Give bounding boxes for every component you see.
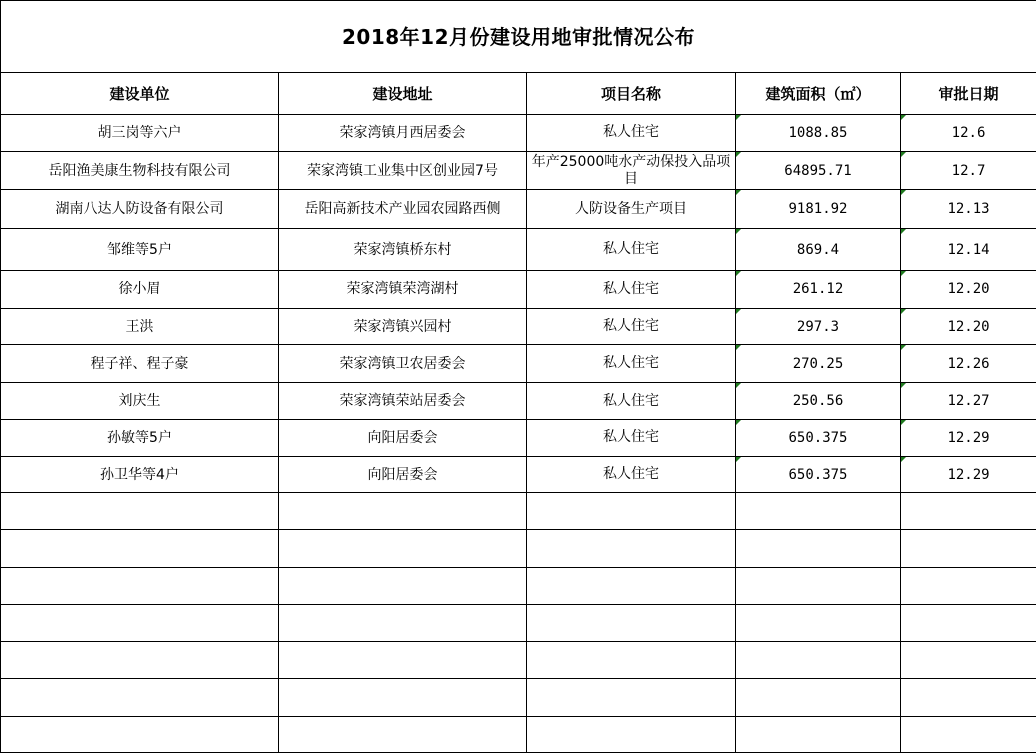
cell-project[interactable] [527,190,736,229]
empty-cell[interactable] [279,604,527,641]
cell-text: 私人住宅 [603,392,659,409]
cell-project[interactable] [527,151,736,189]
cell-date[interactable] [901,456,1036,492]
empty-row [1,679,1036,716]
number-as-text-indicator-icon [901,229,906,234]
number-as-text-indicator-icon [901,115,906,120]
cell-text: 64895.71 [784,162,852,179]
empty-row [1,530,1036,567]
cell-text: 12.13 [947,201,990,218]
header-project[interactable]: 项目名称 [527,73,736,114]
cell-project[interactable] [527,270,736,308]
cell-text: 湖南八达人防设备有限公司 [55,201,224,218]
cell-area[interactable] [736,308,901,344]
cell-area[interactable] [736,151,901,189]
empty-cell[interactable] [901,567,1036,604]
number-as-text-indicator-icon [736,152,741,157]
cell-area[interactable] [736,270,901,308]
number-as-text-indicator-icon [901,457,906,462]
header-address[interactable]: 建设地址 [279,73,527,114]
cell-text: 年产25000吨水产动保投入品项目 [531,153,731,187]
empty-cell[interactable] [736,493,901,530]
empty-cell[interactable] [901,604,1036,641]
empty-cell[interactable] [527,679,736,716]
empty-cell[interactable] [527,716,736,752]
cell-text: 869.4 [796,241,840,258]
cell-text: 私人住宅 [603,280,659,297]
cell-text: 程子祥、程子豪 [90,355,189,372]
empty-cell[interactable] [1,679,279,716]
cell-text: 12.6 [951,124,986,141]
empty-cell[interactable] [527,530,736,567]
empty-cell[interactable] [1,567,279,604]
table-row [1,345,1036,383]
number-as-text-indicator-icon [736,383,741,388]
cell-date[interactable] [901,151,1036,189]
cell-text: 250.56 [792,393,844,410]
number-as-text-indicator-icon [901,383,906,388]
cell-text: 岳阳渔美康生物科技有限公司 [48,162,231,179]
empty-cell[interactable] [279,716,527,752]
empty-row [1,493,1036,530]
cell-text: 12.29 [947,429,990,446]
table-row [1,151,1036,189]
empty-cell[interactable] [279,567,527,604]
cell-text: 12.20 [947,318,990,335]
header-row [1,73,1036,114]
cell-text: 1088.85 [788,124,848,141]
cell-text: 荣家湾镇荣站居委会 [339,393,466,410]
cell-text: 私人住宅 [603,318,659,335]
cell-text: 270.25 [792,355,844,372]
cell-date[interactable] [901,229,1036,270]
cell-area[interactable] [736,419,901,456]
number-as-text-indicator-icon [901,345,906,350]
table-row [1,419,1036,456]
cell-project[interactable] [527,308,736,344]
cell-address[interactable] [279,151,527,189]
title-row [1,1,1036,73]
cell-project[interactable] [527,345,736,383]
cell-text: 私人住宅 [603,355,659,372]
sheet-title[interactable]: 2018年12月份建设用地审批情况公布 [1,1,1036,73]
cell-text: 私人住宅 [603,429,659,446]
cell-address[interactable] [279,190,527,229]
empty-cell[interactable] [527,604,736,641]
cell-date[interactable] [901,190,1036,229]
cell-project[interactable] [527,456,736,492]
cell-unit[interactable] [1,114,279,151]
cell-text: 650.375 [788,429,848,446]
empty-cell[interactable] [736,530,901,567]
cell-address[interactable] [279,308,527,344]
table-row [1,383,1036,419]
empty-cell[interactable] [1,530,279,567]
cell-address[interactable] [279,456,527,492]
number-as-text-indicator-icon [901,190,906,195]
cell-text: 261.12 [792,281,844,298]
empty-cell[interactable] [279,493,527,530]
number-as-text-indicator-icon [901,152,906,157]
cell-unit[interactable] [1,345,279,383]
cell-project[interactable] [527,419,736,456]
cell-text: 荣家湾镇兴园村 [353,318,452,335]
cell-date[interactable] [901,270,1036,308]
cell-address[interactable] [279,419,527,456]
cell-text: 12.20 [947,281,990,298]
cell-unit[interactable] [1,308,279,344]
cell-area[interactable] [736,383,901,419]
number-as-text-indicator-icon [736,190,741,195]
cell-address[interactable] [279,270,527,308]
table-row [1,456,1036,492]
cell-address[interactable] [279,229,527,270]
number-as-text-indicator-icon [901,309,906,314]
empty-cell[interactable] [1,642,279,679]
cell-text: 12.27 [947,393,990,410]
empty-cell[interactable] [279,679,527,716]
empty-cell[interactable] [736,642,901,679]
cell-area[interactable] [736,190,901,229]
number-as-text-indicator-icon [901,271,906,276]
empty-cell[interactable] [279,530,527,567]
cell-unit[interactable] [1,383,279,419]
cell-text: 徐小眉 [118,281,161,298]
cell-project[interactable] [527,114,736,151]
table-row [1,190,1036,229]
empty-cell[interactable] [1,604,279,641]
cell-area[interactable] [736,345,901,383]
number-as-text-indicator-icon [736,115,741,120]
empty-cell[interactable] [901,716,1036,752]
cell-text: 650.375 [788,466,848,483]
cell-text: 胡三岗等六户 [97,124,182,141]
empty-cell[interactable] [736,679,901,716]
cell-area[interactable] [736,229,901,270]
cell-project[interactable] [527,383,736,419]
cell-text: 297.3 [796,318,840,335]
cell-date[interactable] [901,114,1036,151]
cell-address[interactable] [279,114,527,151]
cell-text: 荣家湾镇荣湾湖村 [346,281,459,298]
table-row [1,229,1036,270]
number-as-text-indicator-icon [901,420,906,425]
number-as-text-indicator-icon [736,229,741,234]
cell-unit[interactable] [1,419,279,456]
number-as-text-indicator-icon [736,457,741,462]
cell-unit[interactable] [1,456,279,492]
cell-text: 荣家湾镇卫农居委会 [339,355,466,372]
empty-row [1,567,1036,604]
header-area[interactable]: 建筑面积（㎡） [736,73,901,114]
empty-row [1,642,1036,679]
cell-text: 私人住宅 [603,241,659,258]
cell-text: 9181.92 [788,201,848,218]
cell-text: 刘庆生 [118,393,161,410]
cell-text: 向阳居委会 [367,429,438,446]
empty-cell[interactable] [736,567,901,604]
cell-date[interactable] [901,419,1036,456]
number-as-text-indicator-icon [736,271,741,276]
cell-area[interactable] [736,456,901,492]
header-date[interactable]: 审批日期 [901,73,1036,114]
cell-text: 荣家湾镇工业集中区创业园7号 [307,162,498,179]
empty-row [1,604,1036,641]
cell-address[interactable] [279,383,527,419]
cell-text: 私人住宅 [603,124,659,141]
empty-cell[interactable] [736,716,901,752]
cell-text: 邹维等5户 [107,241,172,258]
cell-address[interactable] [279,345,527,383]
cell-date[interactable] [901,383,1036,419]
empty-cell[interactable] [901,642,1036,679]
cell-text: 向阳居委会 [367,466,438,483]
empty-cell[interactable] [1,493,279,530]
cell-text: 岳阳高新技术产业园农园路西侧 [304,201,501,218]
cell-text: 私人住宅 [603,466,659,483]
cell-text: 荣家湾镇月西居委会 [339,124,466,141]
cell-unit[interactable] [1,151,279,189]
cell-date[interactable] [901,345,1036,383]
number-as-text-indicator-icon [736,345,741,350]
table-row [1,308,1036,344]
cell-date[interactable] [901,308,1036,344]
cell-area[interactable] [736,114,901,151]
number-as-text-indicator-icon [736,420,741,425]
empty-row [1,716,1036,752]
cell-text: 王洪 [125,318,154,335]
cell-text: 孙敏等5户 [107,429,172,446]
cell-unit[interactable] [1,190,279,229]
empty-cell[interactable] [901,530,1036,567]
empty-cell[interactable] [527,493,736,530]
empty-cell[interactable] [736,604,901,641]
cell-text: 12.29 [947,466,990,483]
cell-text: 12.26 [947,355,990,372]
empty-cell[interactable] [527,567,736,604]
cell-text: 12.14 [947,241,990,258]
cell-unit[interactable] [1,229,279,270]
empty-cell[interactable] [1,716,279,752]
empty-cell[interactable] [901,493,1036,530]
table-row [1,270,1036,308]
number-as-text-indicator-icon [736,309,741,314]
cell-project[interactable] [527,229,736,270]
header-unit[interactable]: 建设单位 [1,73,279,114]
empty-cell[interactable] [527,642,736,679]
empty-cell[interactable] [279,642,527,679]
cell-unit[interactable] [1,270,279,308]
cell-text: 孙卫华等4户 [100,466,179,483]
cell-text: 12.7 [951,162,986,179]
table-row [1,114,1036,151]
empty-cell[interactable] [901,679,1036,716]
cell-text: 人防设备生产项目 [575,200,687,217]
cell-text: 荣家湾镇桥东村 [353,241,452,258]
